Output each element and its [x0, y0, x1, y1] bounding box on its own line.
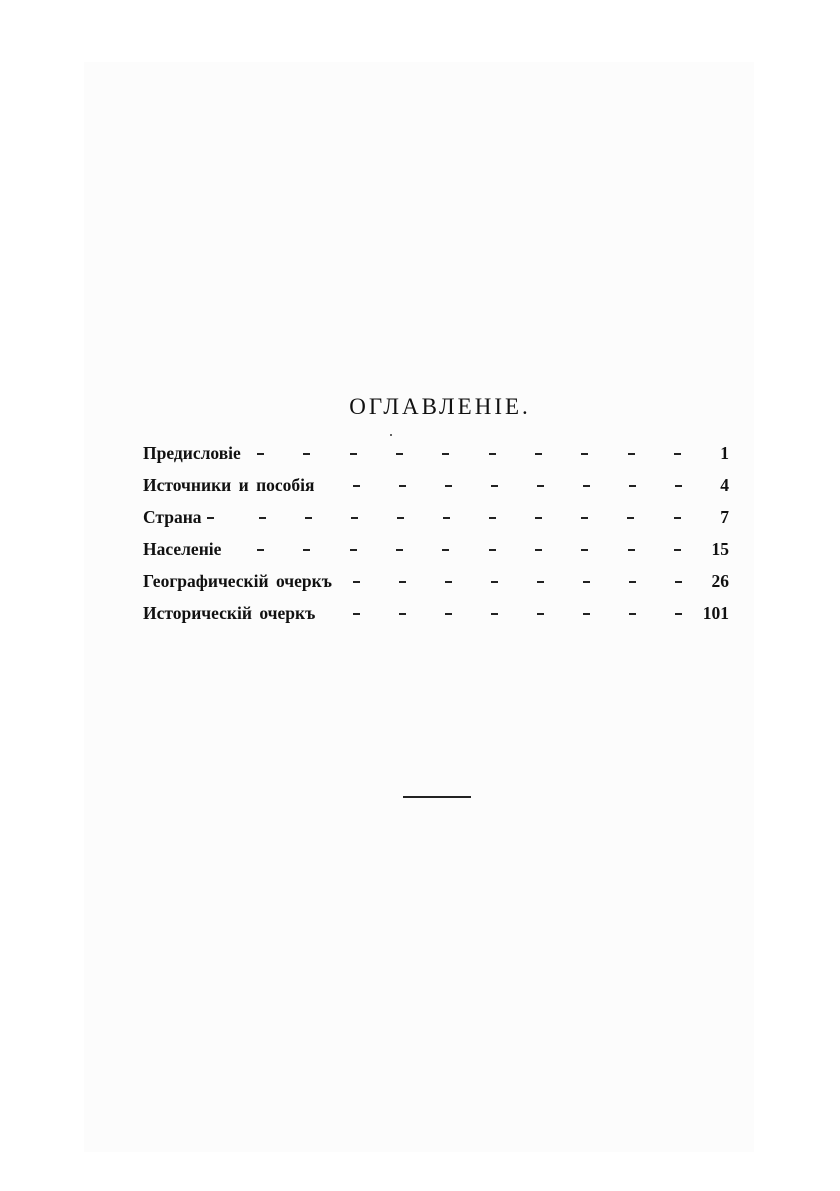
leader-dash: [303, 453, 310, 455]
leader-dash: [627, 517, 634, 519]
leader-dash: [583, 485, 590, 487]
leader-dash: [629, 485, 636, 487]
leader-dash: [399, 581, 406, 583]
leader-dash: [397, 517, 404, 519]
leader-dash: [305, 517, 312, 519]
leader-dash: [674, 549, 681, 551]
toc-entry-label: Источники и пособія: [143, 475, 315, 495]
toc-entry-label: Предисловіе: [143, 443, 241, 463]
closing-rule: [403, 796, 471, 798]
toc-entry: [143, 504, 729, 536]
toc-entry: [143, 568, 729, 600]
leader-dash: [537, 613, 544, 615]
leader-dash: [583, 613, 590, 615]
toc-entry: [143, 536, 729, 568]
leader-dash: [535, 453, 542, 455]
toc-entry-page: 101: [702, 603, 729, 623]
toc-entry-page: 4: [720, 475, 729, 495]
leader-dash: [581, 517, 588, 519]
toc-entry-page: 7: [720, 507, 729, 527]
toc-entry: [143, 472, 729, 504]
toc-entry-label: Страна: [143, 507, 202, 527]
leader-dash: [445, 485, 452, 487]
leader-dash: [537, 581, 544, 583]
leader-dash: [675, 485, 682, 487]
leader-dash: [535, 517, 542, 519]
leader-dash: [581, 453, 588, 455]
leader-dash: [353, 581, 360, 583]
leader-dash: [537, 485, 544, 487]
leader-dash: [581, 549, 588, 551]
leader-dash: [491, 485, 498, 487]
leader-dash: [674, 517, 681, 519]
leader-dash: [675, 613, 682, 615]
leader-dash: [259, 517, 266, 519]
leader-dash: [442, 549, 449, 551]
toc-entry-label: Населеніе: [143, 539, 222, 559]
toc-entry-page: 1: [720, 443, 729, 463]
leader-dash: [351, 517, 358, 519]
leader-dash: [489, 517, 496, 519]
leader-dash: [489, 453, 496, 455]
leader-dash: [353, 485, 360, 487]
leader-dash: [303, 549, 310, 551]
leader-dash: [257, 549, 264, 551]
toc-heading: ОГЛАВЛЕНІЕ.: [349, 394, 531, 419]
leader-dash: [350, 549, 357, 551]
leader-dash: [399, 485, 406, 487]
leader-dash: [489, 549, 496, 551]
leader-dash: [399, 613, 406, 615]
leader-dash: [207, 517, 214, 519]
leader-dash: [675, 581, 682, 583]
toc-entry-label: Географическій очеркъ: [143, 571, 332, 591]
leader-dash: [674, 453, 681, 455]
leader-dash: [629, 613, 636, 615]
table-of-contents: [143, 440, 729, 632]
toc-entry-label: Историческій очеркъ: [143, 603, 316, 623]
leader-dash: [491, 581, 498, 583]
leader-dash: [353, 613, 360, 615]
leader-dash: [445, 581, 452, 583]
leader-dash: [491, 613, 498, 615]
toc-entry-page: 15: [711, 539, 729, 559]
leader-dash: [583, 581, 590, 583]
leader-dash: [445, 613, 452, 615]
leader-dash: [350, 453, 357, 455]
leader-dash: [257, 453, 264, 455]
toc-entry: [143, 600, 729, 632]
leader-dash: [535, 549, 542, 551]
leader-dash: [396, 549, 403, 551]
ink-speck: [390, 434, 392, 436]
leader-dash: [443, 517, 450, 519]
toc-entry-page: 26: [711, 571, 729, 591]
toc-entry: [143, 440, 729, 472]
leader-dash: [442, 453, 449, 455]
leader-dash: [628, 453, 635, 455]
leader-dash: [628, 549, 635, 551]
leader-dash: [396, 453, 403, 455]
leader-dash: [629, 581, 636, 583]
